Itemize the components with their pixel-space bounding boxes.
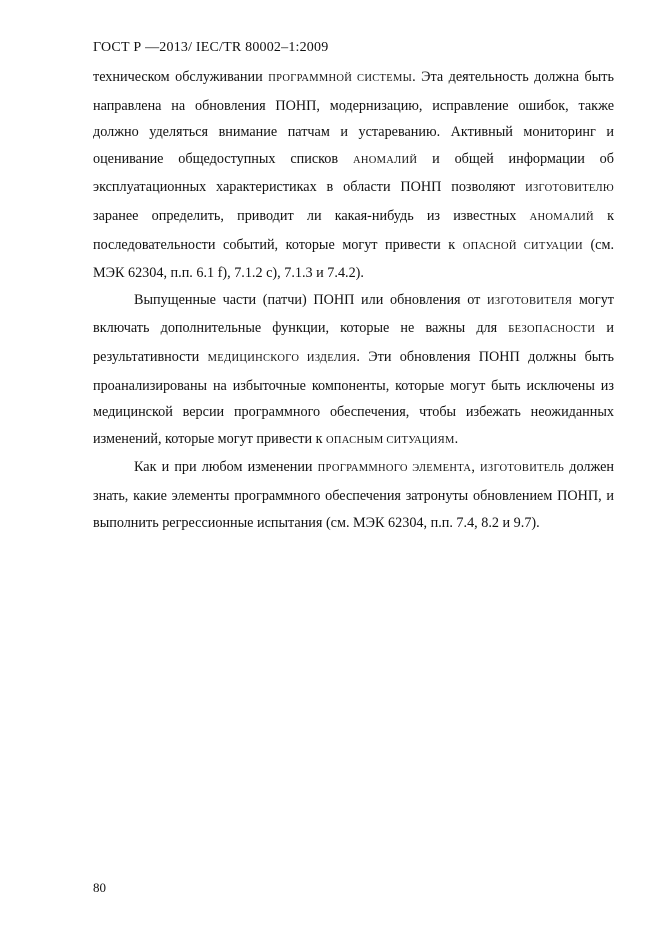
text-run: могут включать дополнительные функции, которые не важны для xyxy=(93,291,615,337)
defined-term: ОПАСНЫМ СИТУАЦИЯМ xyxy=(326,434,455,446)
text-run: техническом обслуживании xyxy=(93,69,269,85)
paragraph xyxy=(93,454,614,536)
text-run: должен знать, какие элементы программного обеспечения затронуты обновлением ПОНП, и выполнить регрессионные испытания (см. МЭК 62304, п.п. 7.4, 8.2 и 9.7). xyxy=(93,459,614,531)
page-number: 80 xyxy=(93,880,106,895)
text-run: и результативности xyxy=(93,320,614,365)
defined-term: МЕДИЦИНСКОГО ИЗДЕЛИЯ xyxy=(207,352,357,364)
text-run: заранее определить, приводит ли какая-нибудь из известных xyxy=(93,207,530,224)
defined-term: АНОМАЛИЙ xyxy=(529,211,594,223)
text-run: . xyxy=(454,430,459,447)
document-body xyxy=(93,64,614,536)
defined-term: ПРОГРАММНОЙ СИСТЕМЫ xyxy=(268,73,413,84)
text-run: . Эти обновления ПОНП должны быть проанализированы на избыточные компоненты, которые могут быть исключены из медицинской версии программного обеспечения, чтобы избежать неожиданных изменений, которые могут привести к xyxy=(93,348,615,447)
text-run: (см. МЭК 62304, п.п. 6.1 f), 7.1.2 с), 7.1.3 и 7.4.2). xyxy=(93,236,614,282)
paragraph xyxy=(93,287,614,455)
defined-term: БЕЗОПАСНОСТИ xyxy=(508,324,596,336)
defined-term: ИЗГОТОВИТЕЛЯ xyxy=(487,295,573,307)
document-header: ГОСТ Р —2013/ IEC/TR 80002–1:2009 xyxy=(93,40,329,55)
text-run: Как и при любом изменении xyxy=(134,459,318,476)
paragraph xyxy=(93,64,614,287)
defined-term: ИЗГОТОВИТЕЛЮ xyxy=(525,183,614,195)
defined-term: ОПАСНОЙ СИТУАЦИИ xyxy=(462,240,583,252)
text-run: , xyxy=(471,459,480,476)
defined-term: ПРОГРАММНОГО ЭЛЕМЕНТА xyxy=(317,463,472,475)
text-run: Выпущенные части (патчи) ПОНП или обновления от xyxy=(134,291,488,308)
text-run: . Эта деятельность должна быть направлена на обновления ПОНП, модернизацию, исправление ошибок, также должно уделяться внимание патчам и устареванию. Активный мониторинг и оценивание общедоступных списков xyxy=(93,69,614,167)
defined-term: ИЗГОТОВИТЕЛЬ xyxy=(480,463,565,475)
defined-term: АНОМАЛИЙ xyxy=(352,154,418,166)
text-run: и общей информации об эксплуатационных характеристиках в области ПОНП позволяют xyxy=(93,150,614,196)
text-run: к последовательности событий, которые могут привести к xyxy=(93,207,614,253)
